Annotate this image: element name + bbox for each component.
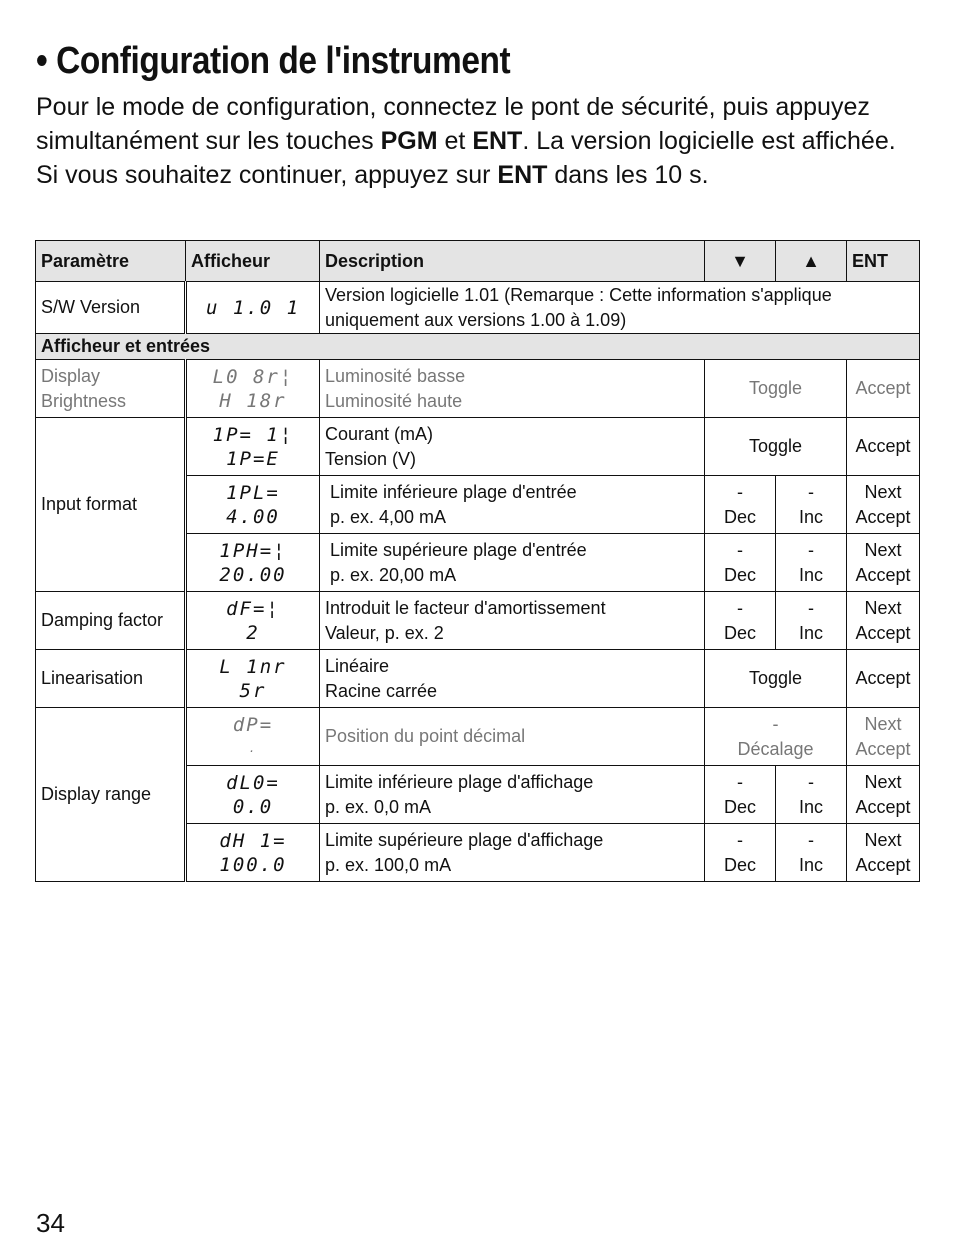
- next-label: Next: [864, 597, 902, 618]
- dash: -: [737, 829, 743, 850]
- ent-cell: [847, 824, 920, 882]
- ent-cell: [847, 592, 920, 650]
- lcd-readout: 0.0: [232, 795, 274, 818]
- desc-line: Racine carrée: [325, 680, 438, 701]
- desc-line: Introduit le facteur d'amortissement: [325, 597, 606, 618]
- section-row: [36, 334, 920, 360]
- desc-line: Luminosité basse: [325, 365, 466, 386]
- toggle-cell: Toggle: [705, 360, 847, 418]
- ent-key-2: ENT: [497, 161, 548, 189]
- up-cell: [776, 824, 847, 882]
- lcd-readout: 20.00: [219, 563, 287, 586]
- display-cell: [186, 650, 320, 708]
- lcd-readout: 2: [246, 621, 260, 644]
- table-row-damping: [36, 592, 920, 650]
- display-cell: [186, 418, 320, 476]
- inc-label: Inc: [798, 622, 823, 643]
- lcd-readout: .: [248, 741, 258, 755]
- lcd-readout: 100.0: [219, 853, 287, 876]
- inc-label: Inc: [798, 796, 823, 817]
- desc-line: p. ex. 4,00 mA: [330, 506, 447, 527]
- section-title: Afficheur et entrées: [36, 334, 920, 360]
- display-cell: [186, 708, 320, 766]
- display-cell: [186, 592, 320, 650]
- down-cell: [705, 476, 776, 534]
- intro-paragraph: [36, 90, 916, 192]
- ent-cell: [847, 766, 920, 824]
- header-description: Description: [320, 241, 705, 282]
- desc-line: p. ex. 20,00 mA: [330, 564, 457, 585]
- desc-line: Limite inférieure plage d'entrée: [330, 481, 577, 502]
- desc-line: Limite supérieure plage d'entrée: [330, 539, 587, 560]
- shift-cell: [705, 708, 847, 766]
- table-row-range-decimal: [36, 708, 920, 766]
- lcd-readout: u 1.0 1: [205, 296, 301, 319]
- lcd-readout: L 1nr: [219, 655, 287, 678]
- dash: -: [737, 481, 743, 502]
- description-cell: [320, 476, 705, 534]
- desc-line: Valeur, p. ex. 2: [325, 622, 444, 643]
- intro-text-1: Pour le mode de configuration, connectez le pont de sécurité, puis appuyez simultanément sur les touches: [36, 93, 870, 155]
- display-cell: [186, 476, 320, 534]
- table-row-linearisation: [36, 650, 920, 708]
- display-cell: [186, 360, 320, 418]
- dash: -: [737, 771, 743, 792]
- dec-label: Dec: [723, 506, 756, 527]
- lcd-readout: 1PH=¦: [219, 539, 287, 562]
- table-row-input-current: [36, 418, 920, 476]
- description-cell: [320, 766, 705, 824]
- dash: -: [808, 829, 814, 850]
- param-cell: Linearisation: [36, 650, 186, 708]
- description-cell: [320, 592, 705, 650]
- accept-label: Accept: [855, 622, 911, 643]
- description-cell: Version logicielle 1.01 (Remarque : Cette information s'applique uniquement aux versions 1.00 à 1.09): [320, 282, 920, 334]
- next-label: Next: [864, 829, 902, 850]
- config-table: [35, 240, 920, 882]
- dash: -: [737, 539, 743, 560]
- header-parametre: Paramètre: [36, 241, 186, 282]
- up-cell: [776, 592, 847, 650]
- next-label: Next: [864, 713, 902, 734]
- lcd-readout: 5r: [239, 679, 267, 702]
- param-cell: Damping factor: [36, 592, 186, 650]
- down-cell: [705, 824, 776, 882]
- up-cell: [776, 534, 847, 592]
- toggle-cell: Toggle: [705, 418, 847, 476]
- lcd-readout: dH 1=: [219, 829, 287, 852]
- dec-label: Dec: [723, 854, 756, 875]
- param-cell: Display range: [36, 708, 186, 882]
- dash: -: [808, 481, 814, 502]
- page-title: • Configuration de l'instrument: [36, 40, 511, 82]
- intro-text-2: . La version logicielle est affichée. Si vous souhaitez continuer, appuyez sur: [36, 127, 896, 189]
- ent-cell: [847, 476, 920, 534]
- dec-label: Dec: [723, 564, 756, 585]
- desc-line: Linéaire: [325, 655, 390, 676]
- desc-line: Limite supérieure plage d'affichage: [325, 829, 604, 850]
- ent-cell: [847, 708, 920, 766]
- lcd-readout: 1PL=: [226, 481, 280, 504]
- dec-label: Dec: [723, 796, 756, 817]
- inc-label: Inc: [798, 854, 823, 875]
- ent-cell: Accept: [847, 418, 920, 476]
- description-cell: [320, 418, 705, 476]
- lcd-readout: 4.00: [226, 505, 280, 528]
- table-row-brightness: [36, 360, 920, 418]
- display-cell: [186, 282, 320, 334]
- accept-label: Accept: [855, 854, 911, 875]
- ent-cell: Accept: [847, 650, 920, 708]
- ent-cell: Accept: [847, 360, 920, 418]
- next-label: Next: [864, 539, 902, 560]
- dash: -: [808, 597, 814, 618]
- desc-line: Tension (V): [325, 448, 417, 469]
- inc-label: Inc: [798, 564, 823, 585]
- lcd-readout: dP=: [232, 713, 274, 736]
- lcd-readout: L0 8r¦: [212, 365, 294, 388]
- desc-line: Luminosité haute: [325, 390, 463, 411]
- desc-line: p. ex. 0,0 mA: [325, 796, 432, 817]
- param-cell: Display Brightness: [36, 360, 186, 418]
- shift-label: Décalage: [737, 738, 814, 759]
- desc-line: Limite inférieure plage d'affichage: [325, 771, 594, 792]
- lcd-readout: H 18r: [219, 389, 287, 412]
- down-cell: [705, 534, 776, 592]
- desc-line: Courant (mA): [325, 423, 434, 444]
- description-cell: Position du point décimal: [320, 708, 705, 766]
- header-up-arrow: ▲: [776, 241, 847, 282]
- next-label: Next: [864, 771, 902, 792]
- description-cell: [320, 650, 705, 708]
- next-label: Next: [864, 481, 902, 502]
- table-header-row: [36, 241, 920, 282]
- down-cell: [705, 592, 776, 650]
- dec-label: Dec: [723, 622, 756, 643]
- accept-label: Accept: [855, 506, 911, 527]
- table-row-sw-version: [36, 282, 920, 334]
- desc-line: p. ex. 100,0 mA: [325, 854, 452, 875]
- accept-label: Accept: [855, 738, 911, 759]
- up-cell: [776, 476, 847, 534]
- description-cell: [320, 360, 705, 418]
- lcd-readout: dF=¦: [226, 597, 280, 620]
- dash: -: [772, 713, 779, 734]
- header-ent: ENT: [847, 241, 920, 282]
- dash: -: [808, 539, 814, 560]
- up-cell: [776, 766, 847, 824]
- ent-key: ENT: [472, 127, 523, 155]
- down-cell: [705, 766, 776, 824]
- accept-label: Accept: [855, 564, 911, 585]
- ent-cell: [847, 534, 920, 592]
- header-afficheur: Afficheur: [186, 241, 320, 282]
- accept-label: Accept: [855, 796, 911, 817]
- pgm-key: PGM: [380, 127, 438, 155]
- description-cell: [320, 824, 705, 882]
- inc-label: Inc: [798, 506, 823, 527]
- param-cell: S/W Version: [36, 282, 186, 334]
- lcd-readout: dL0=: [226, 771, 280, 794]
- display-cell: [186, 534, 320, 592]
- lcd-readout: 1P= 1¦: [212, 423, 294, 446]
- header-down-arrow: ▼: [705, 241, 776, 282]
- intro-text-3: dans les 10 s.: [547, 161, 709, 189]
- toggle-cell: Toggle: [705, 650, 847, 708]
- description-cell: [320, 534, 705, 592]
- display-cell: [186, 824, 320, 882]
- dash: -: [737, 597, 743, 618]
- display-cell: [186, 766, 320, 824]
- intro-text-et: et: [437, 127, 473, 155]
- param-cell: Input format: [36, 418, 186, 592]
- page-number: 34: [36, 1208, 65, 1238]
- lcd-readout: 1P=E: [226, 447, 280, 470]
- dash: -: [808, 771, 814, 792]
